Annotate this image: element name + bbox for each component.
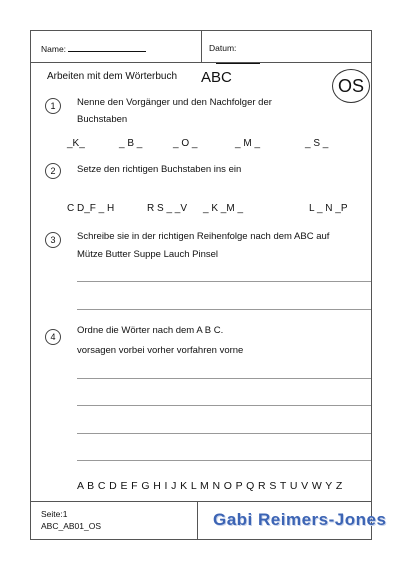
- writing-line: [77, 378, 371, 379]
- task-2-instruction: Setze den richtigen Buchstaben ins ein: [77, 164, 242, 175]
- writing-line: [77, 281, 371, 282]
- author-logo: Gabi Reimers-Jones: [213, 510, 387, 529]
- date-blank: [216, 55, 260, 64]
- task-1-instruction-cont: Buchstaben: [77, 114, 128, 125]
- task-2-answer: C D_F _ H: [67, 203, 115, 214]
- date-cell: [201, 31, 371, 62]
- task-1-number: 1: [45, 98, 61, 114]
- task-2-answer: R S _ _V: [147, 203, 188, 214]
- task-1-answer: _ B _: [119, 138, 143, 149]
- abc-label: ABC: [201, 69, 232, 86]
- document-code: ABC_AB01_OS: [41, 521, 102, 531]
- name-label: Name:: [41, 44, 67, 54]
- page-number: Seite:1: [41, 509, 68, 519]
- task-3-words: Mütze Butter Suppe Lauch Pinsel: [77, 249, 219, 260]
- task-1-answer: _K_: [67, 138, 85, 149]
- task-1-answer: _ M _: [235, 138, 261, 149]
- name-field: [41, 43, 146, 54]
- task-4-words: vorsagen vorbei vorher vorfahren vorne: [77, 345, 244, 356]
- writing-line: [77, 405, 371, 406]
- header-row: [31, 31, 371, 63]
- task-2-answer: L _ N _P: [309, 203, 348, 214]
- task-3-number: 3: [45, 232, 61, 248]
- writing-line: [77, 309, 371, 310]
- os-badge: OS: [332, 69, 370, 103]
- task-2-number: 2: [45, 163, 61, 179]
- task-4-number: 4: [45, 329, 61, 345]
- footer-info: [31, 502, 198, 540]
- task-2-answer: _ K _M _: [203, 203, 244, 214]
- date-label: Datum:: [209, 43, 237, 53]
- footer: [31, 501, 387, 540]
- name-blank: [68, 43, 146, 52]
- task-1-instruction: Nenne den Vorgänger und den Nachfolger der: [77, 97, 272, 108]
- task-3-instruction: Schreibe sie in der richtigen Reihenfolge nach dem ABC auf: [77, 231, 330, 242]
- task-1-answer: _ S _: [305, 138, 329, 149]
- alphabet-row: A B C D E F G H I J K L M N O P Q R S T U V W Y Z: [77, 480, 343, 492]
- worksheet-title: Arbeiten mit dem Wörterbuch: [47, 71, 178, 82]
- task-1-answer: _ O _: [173, 138, 198, 149]
- task-4-instruction: Ordne die Wörter nach dem A B C.: [77, 325, 224, 336]
- writing-line: [77, 433, 371, 434]
- date-field: [209, 43, 236, 53]
- worksheet: [30, 30, 387, 540]
- writing-line: [77, 460, 371, 461]
